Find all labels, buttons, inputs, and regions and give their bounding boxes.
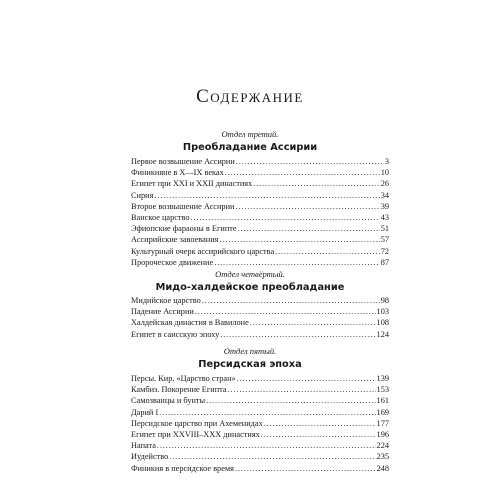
toc-page-number: 153	[376, 385, 389, 395]
toc-entry	[131, 156, 389, 167]
toc-page-number: 124	[376, 329, 389, 339]
toc-page-number: 177	[376, 418, 389, 428]
dot-leader	[191, 212, 380, 223]
toc-page-number: 169	[376, 407, 389, 417]
dot-leader	[202, 295, 380, 306]
toc-list	[131, 373, 389, 474]
toc-entry	[131, 178, 389, 189]
toc-entry	[131, 167, 389, 178]
toc-entry	[131, 257, 389, 268]
toc-entry-title: Финикия в персидское время	[131, 463, 234, 473]
toc-entry-title: Египет при XXVIII–XXX династиях	[131, 429, 260, 439]
dot-leader	[206, 395, 375, 406]
toc-entry-title: Халдейская династия в Вавилоне	[131, 318, 249, 328]
toc-page-number: 51	[380, 224, 389, 234]
dot-leader	[261, 429, 376, 440]
dot-leader	[250, 317, 376, 328]
toc-entry	[131, 295, 389, 306]
dot-leader	[219, 234, 379, 245]
dot-leader	[214, 257, 380, 268]
toc-entry-title: Персидское царство при Ахеменидах	[131, 418, 263, 428]
toc-page-number: 103	[376, 307, 389, 317]
dot-leader	[275, 246, 380, 257]
toc-entry	[131, 440, 389, 451]
toc-entry	[131, 329, 389, 340]
toc-entry	[131, 246, 389, 257]
dot-leader	[235, 463, 376, 474]
toc-entry	[131, 223, 389, 234]
dot-leader	[253, 178, 379, 189]
toc-entry-title: Второе возвышение Ассирии	[131, 201, 235, 211]
toc-entry	[131, 395, 389, 406]
toc-entry-title: Египет в саисскую эпоху	[131, 329, 220, 339]
dot-leader	[264, 418, 376, 429]
section-heading: Мидо-халдейское преобладание	[155, 282, 345, 293]
toc-entry-title: Сирия	[131, 190, 154, 200]
toc-page-number: 235	[376, 452, 389, 462]
toc-entry	[131, 384, 389, 395]
toc-page-number: 87	[380, 257, 389, 267]
toc-entry-title: Иудейство	[131, 452, 169, 462]
section-label: Отдел третий.	[221, 129, 279, 139]
toc-page-number: 10	[380, 168, 389, 178]
section-heading: Персидская эпоха	[198, 359, 302, 370]
toc-entry	[131, 373, 389, 384]
toc-entry	[131, 463, 389, 474]
toc-page-number: 139	[376, 374, 389, 383]
toc-entry	[131, 212, 389, 223]
toc-page-number: 34	[380, 190, 389, 200]
toc-page-number: 57	[380, 235, 389, 245]
toc-entry	[131, 317, 389, 328]
toc-page-number: 43	[380, 212, 389, 222]
toc-entry	[131, 407, 389, 418]
toc-entry	[131, 451, 389, 462]
dot-leader	[154, 190, 379, 201]
page-title: Содержание	[196, 86, 304, 107]
dot-leader	[169, 451, 375, 462]
toc-page-number: 196	[376, 429, 389, 439]
toc-list	[131, 156, 389, 268]
toc-page-number: 108	[376, 318, 389, 328]
toc-entry-title: Культурный очерк ассирийского царства	[131, 246, 275, 256]
toc-page-number: 39	[380, 201, 389, 211]
dot-leader	[159, 407, 375, 418]
toc-entry	[131, 418, 389, 429]
dot-leader	[228, 384, 376, 395]
toc-page-number: 98	[380, 296, 389, 305]
toc-list	[131, 295, 389, 340]
toc-entry-title: Финикияне в X—IX веках	[131, 168, 224, 178]
toc-entry-title: Самозванцы и бунты	[131, 396, 206, 406]
toc-page-number: 72	[380, 246, 389, 256]
toc-page-number: 26	[380, 179, 389, 189]
dot-leader	[157, 440, 376, 451]
toc-entry-title: Персы. Кир. «Царство стран»	[131, 374, 236, 383]
toc-entry-title: Мидийское царство	[131, 296, 201, 305]
toc-entry-title: Камбиз. Покорение Египта	[131, 385, 227, 395]
toc-entry-title: Падение Ассирии	[131, 307, 194, 317]
toc-entry-title: Напата	[131, 441, 156, 451]
toc-entry-title: Пророческое движение	[131, 257, 214, 267]
toc-entry	[131, 429, 389, 440]
dot-leader	[235, 201, 379, 212]
toc-entry-title: Египет при XXI и XXII династиях	[131, 179, 253, 189]
dot-leader	[237, 373, 376, 384]
dot-leader	[236, 156, 384, 167]
toc-entry-title: Ассирийские завоевания	[131, 235, 219, 245]
toc-page-number: 161	[376, 396, 389, 406]
dot-leader	[225, 167, 380, 178]
toc-entry-title: Ванское царство	[131, 212, 190, 222]
toc-entry-title: Эфиопские фараоны в Египте	[131, 224, 237, 234]
section-label: Отдел пятый.	[223, 346, 277, 356]
dot-leader	[195, 306, 376, 317]
toc-entry-title: Дарий I	[131, 407, 159, 417]
toc-entry	[131, 306, 389, 317]
toc-page-number: 248	[376, 463, 389, 473]
dot-leader	[220, 329, 375, 340]
dot-leader	[238, 223, 380, 234]
toc-entry	[131, 234, 389, 245]
section-label: Отдел четвёртый.	[215, 269, 285, 279]
section-heading: Преобладание Ассирии	[182, 142, 318, 153]
toc-entry	[131, 201, 389, 212]
toc-entry	[131, 190, 389, 201]
toc-page-number: 3	[384, 157, 389, 166]
toc-page-number: 224	[376, 441, 389, 451]
toc-entry-title: Первое возвышение Ассирии	[131, 157, 235, 166]
